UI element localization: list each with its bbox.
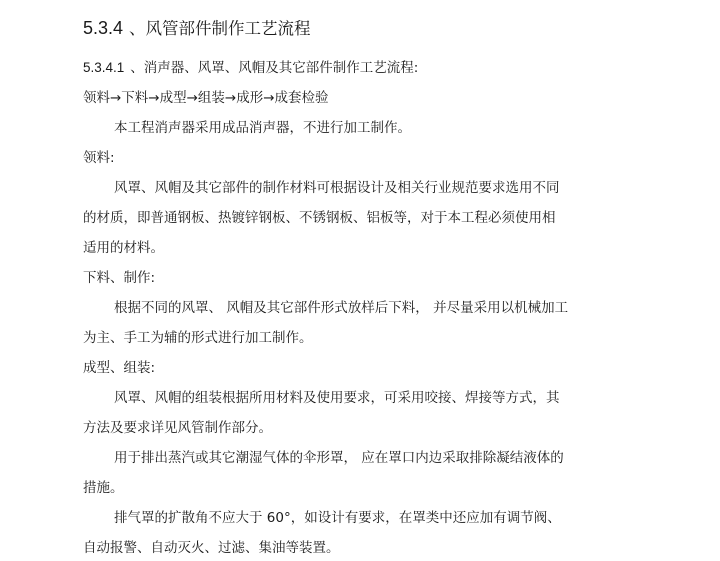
paragraph-line: 自动报警、自动灭火、过滤、集油等装置。 <box>83 540 340 556</box>
paragraph-line: 为主、手工为辅的形式进行加工制作。 <box>83 330 313 346</box>
paragraph-line: 排气罩的扩散角不应大于 60°，如设计有要求，在罩类中还应加有调节阀、 <box>114 510 561 526</box>
paragraph-line: 的材质，即普通钢板、热镀锌钢板、不锈钢板、铝板等，对于本工程必须使用相 <box>83 210 556 226</box>
step-label: 领料: <box>83 150 115 166</box>
subsection-heading <box>83 59 418 77</box>
paragraph-line: 本工程消声器采用成品消声器，不进行加工制作。 <box>114 120 411 136</box>
paragraph-line: 措施。 <box>83 480 124 496</box>
step-label: 成型、组装: <box>83 360 156 376</box>
paragraph-line: 适用的材料。 <box>83 240 164 256</box>
paragraph-line: 根据不同的风罩、 风帽及其它部件形式放样后下料， 并尽量采用以机械加工 <box>114 300 569 316</box>
section-title: 、风管部件制作工艺流程 <box>129 19 311 38</box>
subsection-number: 5.3.4.1 <box>83 60 125 75</box>
process-flow: 领料→下料→成型→组装→成形→成套检验 <box>83 90 329 106</box>
section-heading <box>83 17 311 40</box>
paragraph-line: 风罩、风帽的组装根据所用材料及使用要求，可采用咬接、焊接等方式，其 <box>114 390 560 406</box>
paragraph-line: 风罩、风帽及其它部件的制作材料可根据设计及相关行业规范要求选用不同 <box>114 180 560 196</box>
step-label: 下料、制作: <box>83 270 156 286</box>
section-number: 5.3.4 <box>83 18 124 38</box>
subsection-title: 、消声器、风罩、风帽及其它部件制作工艺流程: <box>130 60 419 76</box>
paragraph-line: 用于排出蒸汽或其它潮湿气体的伞形罩， 应在罩口内边采取排除凝结液体的 <box>114 450 564 466</box>
paragraph-line: 方法及要求详见风管制作部分。 <box>83 420 272 436</box>
